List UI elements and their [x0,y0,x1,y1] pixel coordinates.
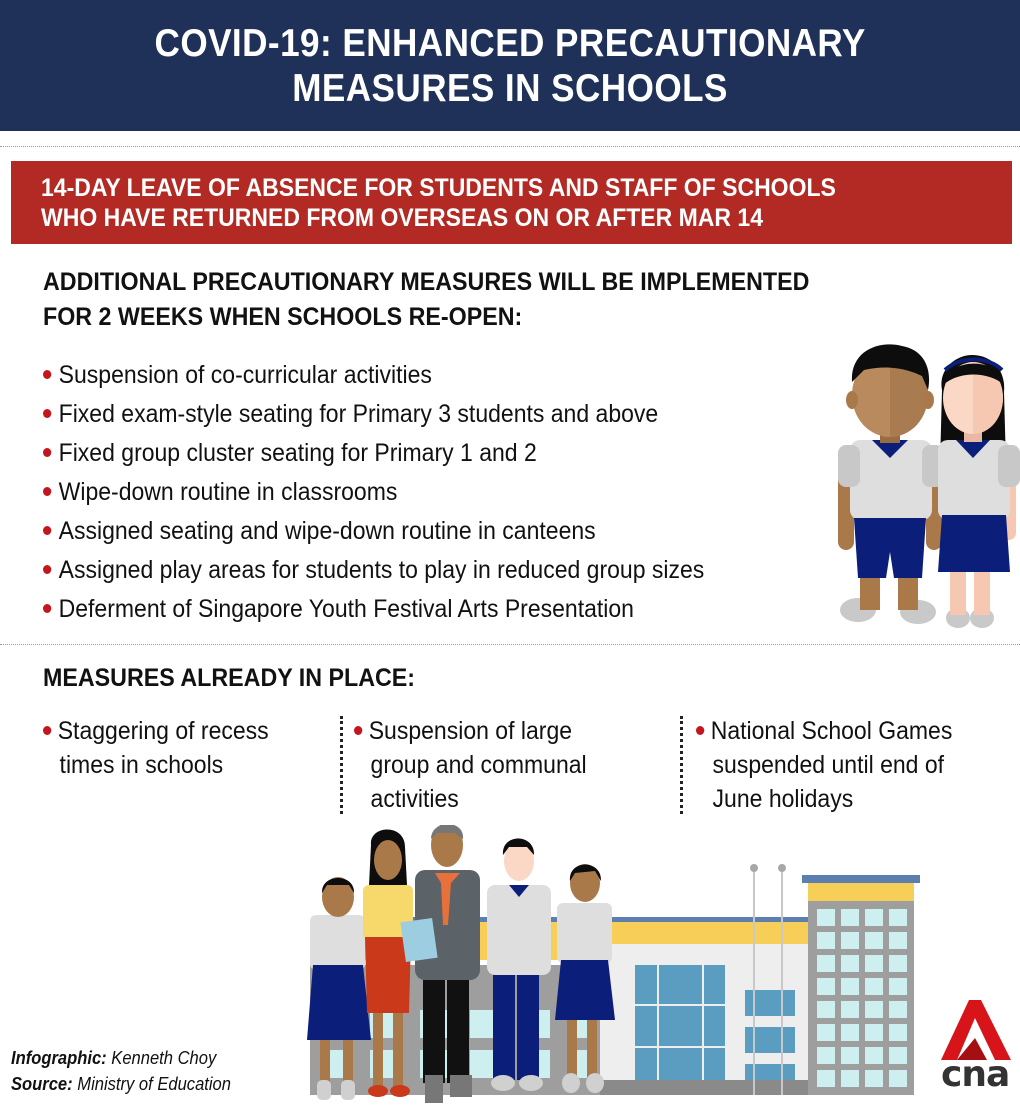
in-place-line: activities [370,785,459,813]
divider [0,644,1020,645]
column-divider [340,716,343,814]
bullet-icon [43,604,51,613]
in-place-line: June holidays [712,785,854,813]
bullet-icon [43,526,51,535]
page-header [0,0,1020,131]
in-place-column-1 [43,714,288,782]
banner-line-1: 14-DAY LEAVE OF ABSENCE FOR STUDENTS AND STAFF OF SCHOOLS [41,174,836,202]
banner-line-2: WHO HAVE RETURNED FROM OVERSEAS ON OR AFTER MAR 14 [41,204,763,232]
source-credit: Source: Ministry of Education [11,1074,231,1094]
girl-figure [938,355,1020,628]
measure-item: Deferment of Singapore Youth Festival Arts Presentation [43,592,634,626]
cna-logo [935,998,1015,1098]
bullet-icon [43,448,51,457]
measure-item: Assigned play areas for students to play in reduced group sizes [43,553,704,587]
in-place-line: suspended until end of [712,751,945,779]
measure-item: Suspension of co-curricular activities [43,358,432,392]
infographic-credit: Infographic: Kenneth Choy [11,1048,217,1068]
additional-heading-line-1: ADDITIONAL PRECAUTIONARY MEASURES WILL BE IMPLEMENTED [43,268,810,296]
cna-logo-mark-icon [935,998,1015,1062]
in-place-heading: MEASURES ALREADY IN PLACE: [43,664,416,692]
cna-logo-text: cna [941,1054,1010,1095]
students-illustration [830,340,1020,635]
page-title-line-1: COVID-19: ENHANCED PRECAUTIONARY [154,21,866,65]
in-place-line: Staggering of recess [43,714,269,748]
additional-heading-line-2: FOR 2 WEEKS WHEN SCHOOLS RE-OPEN: [43,303,523,331]
measure-item: Fixed group cluster seating for Primary 1 and 2 [43,436,537,470]
boy-figure [838,344,944,624]
in-place-line: group and communal [370,751,587,779]
in-place-line: times in schools [59,751,224,779]
in-place-line: Suspension of large [354,714,587,748]
measure-item: Assigned seating and wipe-down routine in canteens [43,514,596,548]
bullet-icon [696,726,704,735]
in-place-line: National School Games [696,714,952,748]
bullet-icon [43,487,51,496]
bullet-icon [43,409,51,418]
bullet-icon [43,726,51,735]
measure-item: Fixed exam-style seating for Primary 3 students and above [43,397,658,431]
in-place-column-3 [696,714,975,816]
page-title-line-2: MEASURES IN SCHOOLS [292,66,728,110]
school-scene-illustration [305,825,920,1105]
column-divider [680,716,683,814]
measure-item: Wipe-down routine in classrooms [43,475,397,509]
leave-of-absence-banner [11,161,1012,244]
bullet-icon [43,370,51,379]
bullet-icon [43,565,51,574]
in-place-column-2 [354,714,607,816]
divider [0,146,1020,147]
bullet-icon [354,726,362,735]
